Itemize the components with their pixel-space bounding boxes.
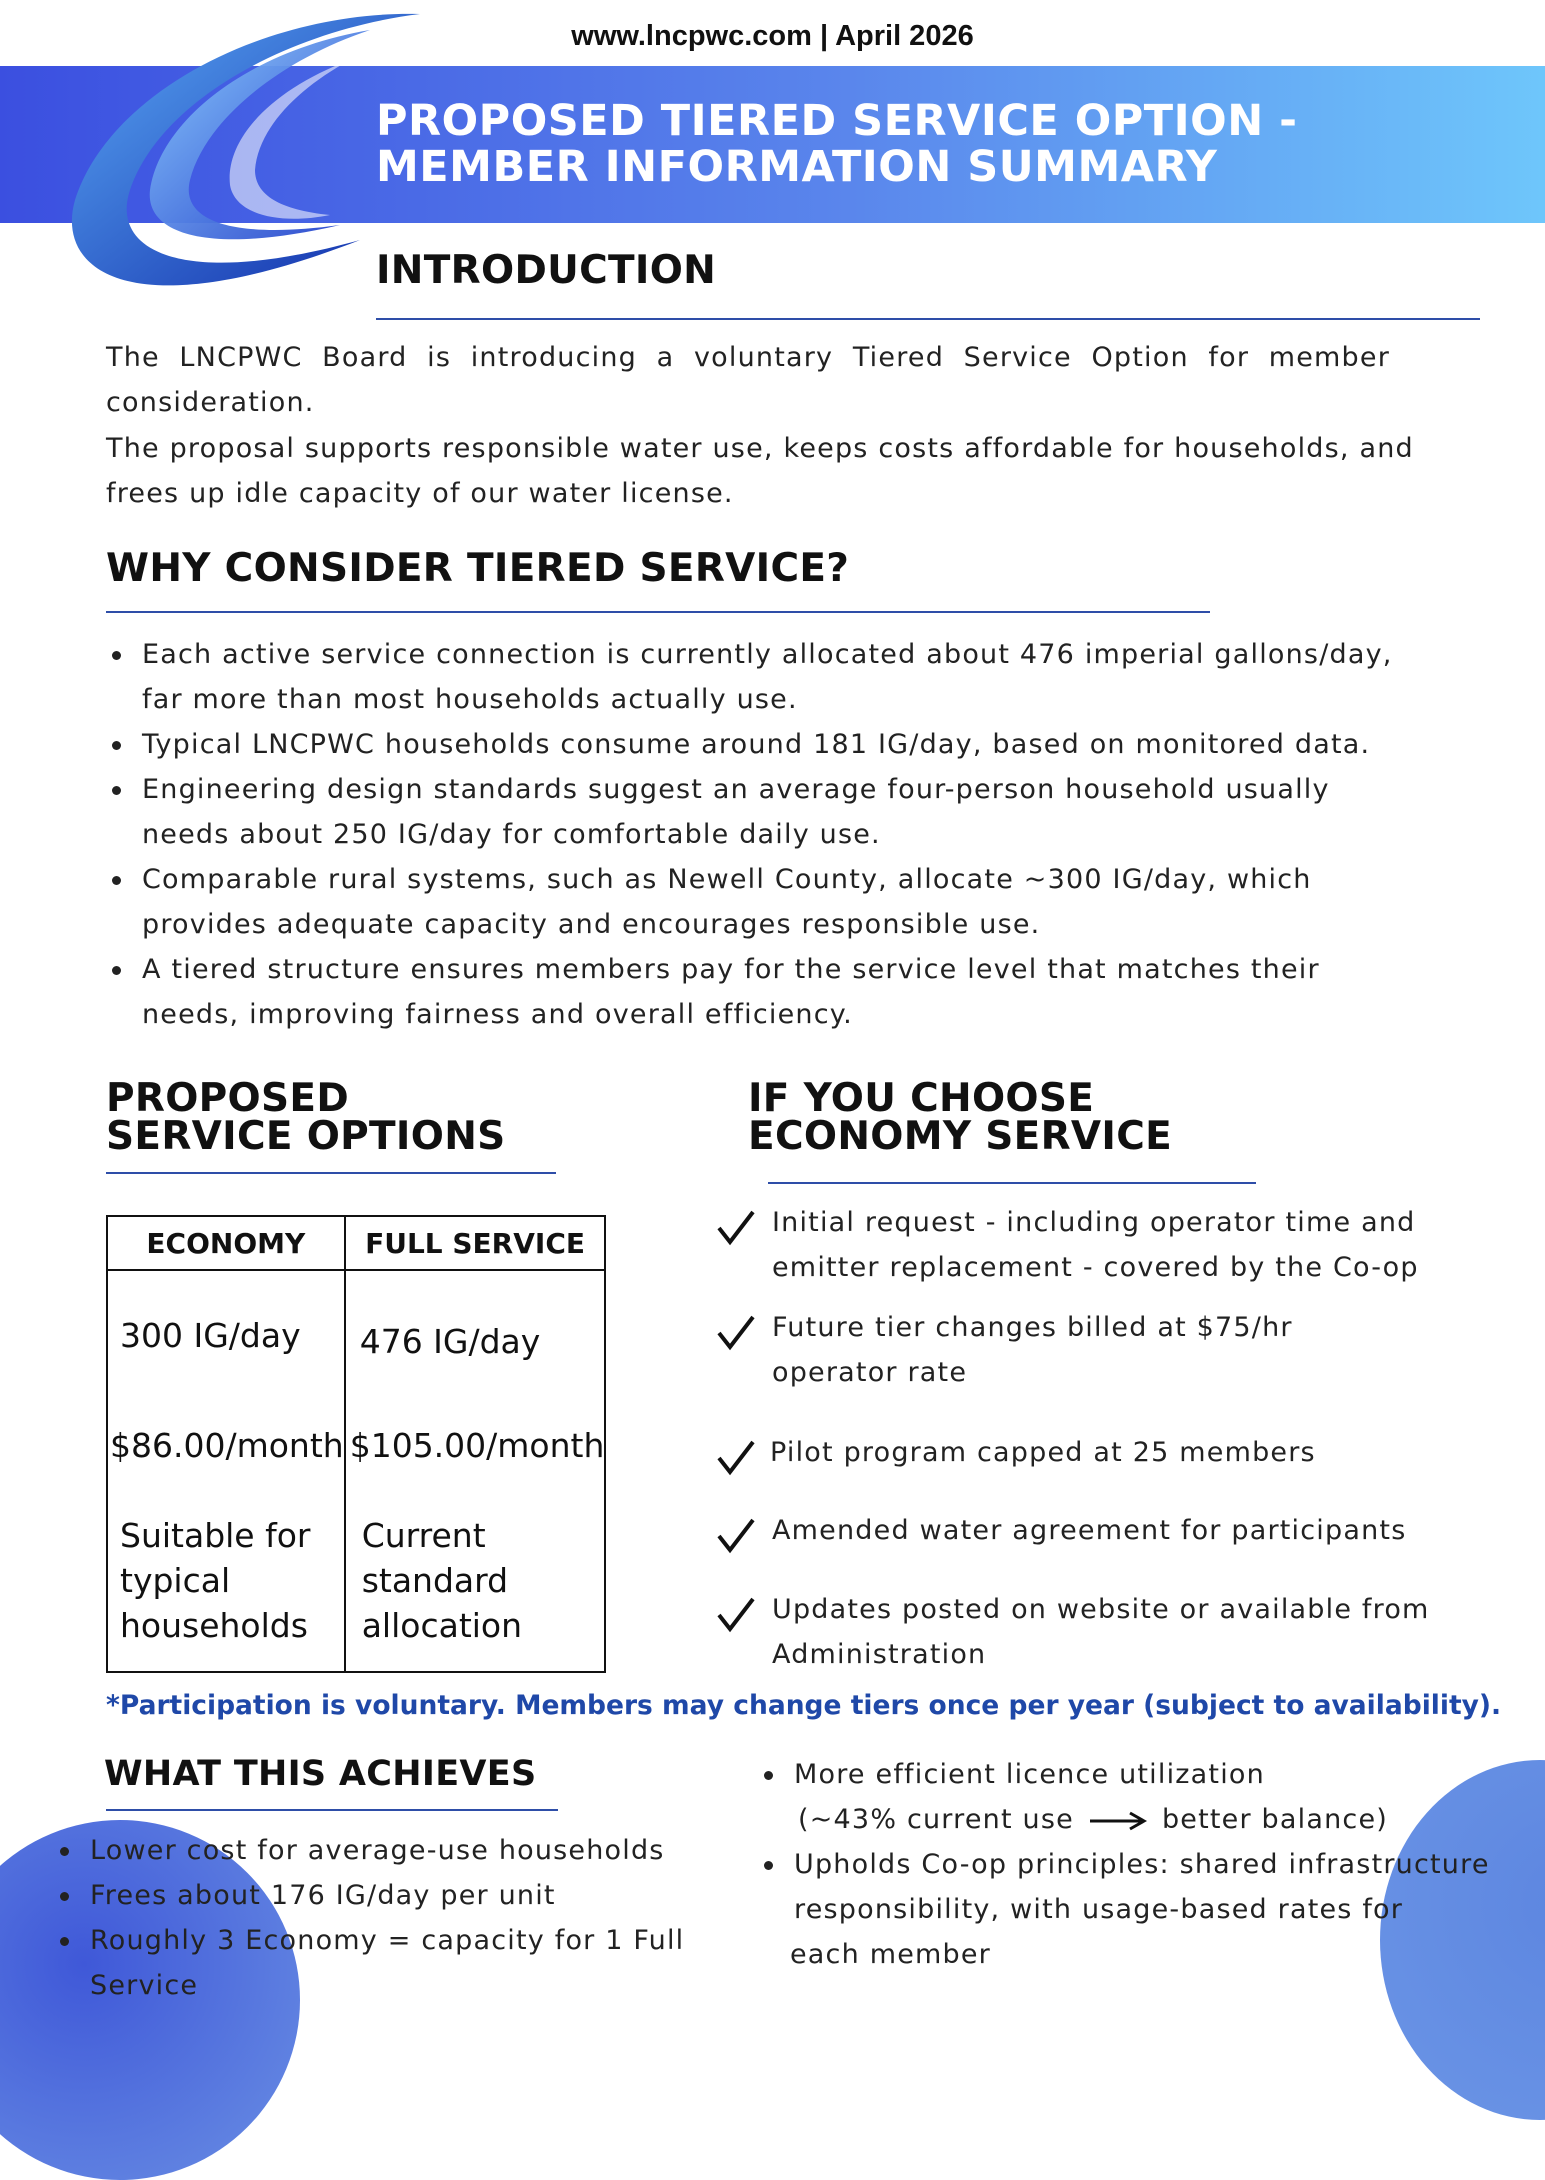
- options-rule: [106, 1172, 556, 1174]
- table-row: [107, 1513, 605, 1672]
- full-price-cell: $105.00/month: [345, 1419, 606, 1513]
- economy-description-cell: Suitable for typical households: [107, 1513, 345, 1672]
- checkmark-icon: [716, 1595, 756, 1635]
- introduction-paragraph-2: The proposal supports responsible water use, keeps costs affordable for households, and frees up idle capacity of our water license.: [106, 433, 1414, 509]
- participation-note: *Participation is voluntary. Members may change tiers once per year (subject to availability).: [106, 1690, 1502, 1721]
- introduction-rule: [376, 318, 1480, 320]
- column-header-full-service: FULL SERVICE: [345, 1216, 606, 1270]
- list-item: Pilot program capped at 25 members: [716, 1430, 1496, 1480]
- title-line-2: MEMBER INFORMATION SUMMARY: [376, 142, 1218, 192]
- table-row: [107, 1419, 605, 1513]
- list-item: Each active service connection is currently allocated about 476 imperial gallons/day, far more than most households actually use.: [106, 632, 1406, 722]
- economy-choice-rule: [768, 1182, 1256, 1184]
- achieves-right-list: [758, 1752, 1518, 1977]
- document-title: [376, 98, 1476, 190]
- why-heading: WHY CONSIDER TIERED SERVICE?: [106, 546, 850, 591]
- bullet-dot-icon: [112, 651, 121, 660]
- full-allocation-cell: 476 IG/day: [345, 1270, 606, 1419]
- arrow-right-icon: [1088, 1811, 1148, 1831]
- why-rule: [106, 611, 1210, 613]
- list-item: Amended water agreement for participants: [716, 1508, 1496, 1558]
- bullet-dot-icon: [60, 1847, 69, 1856]
- list-item: Engineering design standards suggest an average four-person household usually needs about 250 IG/day for comfortable daily use.: [106, 767, 1406, 857]
- economy-choice-heading: IF YOU CHOOSE ECONOMY SERVICE: [748, 1076, 1173, 1159]
- introduction-paragraph-1: The LNCPWC Board is introducing a voluntary Tiered Service Option for member consideration.: [106, 342, 1390, 418]
- achieves-heading: WHAT THIS ACHIEVES: [104, 1754, 537, 1794]
- table-header-row: [107, 1216, 605, 1270]
- list-item: Lower cost for average-use households: [54, 1828, 794, 1873]
- column-header-economy: ECONOMY: [107, 1216, 345, 1270]
- list-item: A tiered structure ensures members pay for the service level that matches their needs, improving fairness and overall efficiency.: [106, 947, 1406, 1037]
- list-item: Upholds Co-op principles: shared infrastructure responsibility, with usage-based rates for each member: [758, 1842, 1518, 1977]
- bullet-dot-icon: [112, 876, 121, 885]
- list-item: Roughly 3 Economy = capacity for 1 Full Service: [54, 1918, 794, 2008]
- list-item: Future tier changes billed at $75/hr operator rate: [716, 1305, 1496, 1397]
- bullet-dot-icon: [112, 741, 121, 750]
- bullet-dot-icon: [60, 1892, 69, 1901]
- title-line-1: PROPOSED TIERED SERVICE OPTION -: [376, 96, 1298, 146]
- site-date-line: www.lncpwc.com | April 2026: [571, 20, 974, 52]
- bullet-dot-icon: [764, 1771, 773, 1780]
- list-item: Typical LNCPWC households consume around 181 IG/day, based on monitored data.: [106, 722, 1406, 767]
- introduction-heading: INTRODUCTION: [376, 248, 717, 293]
- why-bullet-list: [106, 632, 1406, 1037]
- options-heading: PROPOSED SERVICE OPTIONS: [106, 1076, 506, 1159]
- bullet-dot-icon: [60, 1937, 69, 1946]
- list-item: More efficient licence utilization (~43% current use better balance): [758, 1752, 1518, 1842]
- checkmark-icon: [716, 1438, 756, 1478]
- bullet-dot-icon: [764, 1861, 773, 1870]
- checkmark-icon: [716, 1516, 756, 1556]
- bullet-dot-icon: [112, 786, 121, 795]
- list-item: Initial request - including operator time and emitter replacement - covered by the Co-op: [716, 1200, 1496, 1292]
- full-description-cell: Current standard allocation: [345, 1513, 606, 1672]
- economy-allocation-cell: 300 IG/day: [107, 1270, 345, 1419]
- checkmark-icon: [716, 1208, 756, 1248]
- list-item: Comparable rural systems, such as Newell County, allocate ~300 IG/day, which provides adequate capacity and encourages responsible use.: [106, 857, 1406, 947]
- achieves-rule: [106, 1809, 558, 1811]
- bullet-dot-icon: [112, 966, 121, 975]
- list-item: Updates posted on website or available from Administration: [716, 1587, 1496, 1679]
- table-row: [107, 1270, 605, 1419]
- checkmark-icon: [716, 1313, 756, 1353]
- list-item: Frees about 176 IG/day per unit: [54, 1873, 794, 1918]
- service-options-table: [106, 1215, 606, 1673]
- economy-price-cell: $86.00/month: [107, 1419, 345, 1513]
- achieves-left-list: [54, 1828, 794, 2008]
